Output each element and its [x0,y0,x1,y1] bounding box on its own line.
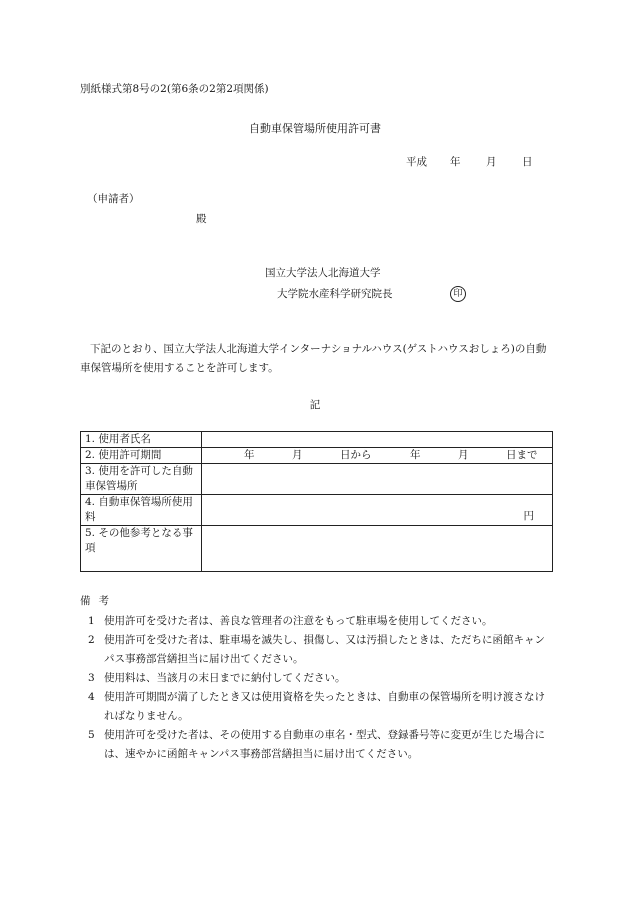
row-label-period: 2. 使用許可期間 [81,448,202,464]
period-field[interactable] [202,448,553,464]
list-item [88,669,553,688]
remark-text: 使用許可を受けた者は、善良な管理者の注意をもって駐車場を使用してください。 [104,615,493,627]
table-row [81,432,553,448]
form-number: 別紙様式第8号の2(第6条の2第2項関係) [80,83,269,95]
remark-text: 使用料は、当該月の末日までに納付してください。 [104,672,346,684]
issuer-organization: 国立大学法人北海道大学 [265,267,381,279]
list-item [88,688,553,726]
date-line [406,155,533,169]
date-era: 平成 [406,156,427,168]
ki-heading: 記 [309,399,321,411]
remark-number: 2 [88,634,95,646]
date-month: 月 [486,156,497,168]
row-label-parking-place: 3. 使用を許可した自動車保管場所 [81,464,202,495]
other-notes-field[interactable] [202,526,553,572]
user-name-field[interactable] [202,432,553,448]
remarks-heading: 備考 [80,595,117,607]
period-month-to: 月 [458,449,469,461]
period-month-from: 月 [292,449,303,461]
list-item [88,726,553,764]
remarks-list [88,612,553,764]
date-year: 年 [450,156,461,168]
parking-place-field[interactable] [202,464,553,495]
table-row [81,464,553,495]
date-day: 日 [522,156,533,168]
period-line [206,448,548,463]
remark-number: 3 [88,672,95,684]
period-year-from: 年 [244,449,255,461]
remark-number: 4 [88,691,95,703]
body-paragraph: 下記のとおり、国立大学法人北海道大学インターナショナルハウス(ゲストハウスおしょろ)の自動車保管場所を使用することを許可します。 [80,343,547,374]
remark-number: 1 [88,615,95,627]
remark-number: 5 [88,729,95,741]
document-title: 自動車保管場所使用許可書 [249,122,381,135]
fee-unit: 円 [523,510,534,522]
row-label-fee: 4. 自動車保管場所使用料 [81,495,202,526]
seal-mark: 印 [450,286,466,302]
period-day-from: 日から [340,449,372,461]
remark-text: 使用許可を受けた者は、その使用する自動車の車名・型式、登録番号等に変更が生じた場合には、速やかに函館キャンパス事務部営繕担当に届け出てください。 [104,729,545,760]
row-label-user-name: 1. 使用者氏名 [81,432,202,448]
table-row [81,526,553,572]
remark-text: 使用許可を受けた者は、駐車場を滅失し、損傷し、又は汚損したときは、ただちに函館キャンパス事務部営繕担当に届け出てください。 [104,634,545,665]
fee-field[interactable] [202,495,553,526]
remark-text: 使用許可期間が満了したとき又は使用資格を失ったときは、自動車の保管場所を明け渡さなければなりません。 [104,691,545,722]
applicant-label: （申請者） [87,193,140,205]
list-item [88,631,553,669]
permit-details-table [80,431,553,572]
list-item [88,612,553,631]
period-day-to: 日まで [506,449,538,461]
period-year-to: 年 [410,449,421,461]
issuer-title: 大学院水産科学研究院長 [277,288,393,300]
honorific: 殿 [196,213,207,225]
table-row [81,448,553,464]
table-row [81,495,553,526]
row-label-other: 5. その他参考となる事項 [81,526,202,572]
